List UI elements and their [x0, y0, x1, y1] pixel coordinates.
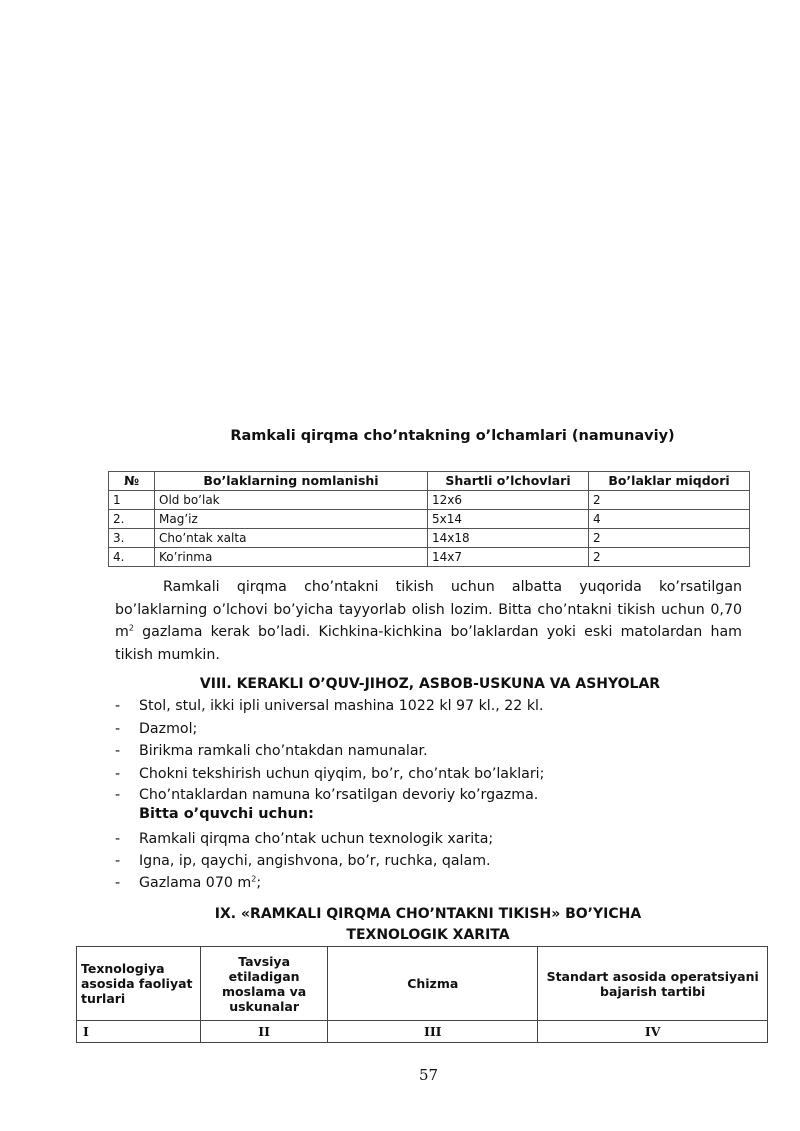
- table-cell: Ko’rinma: [155, 548, 428, 567]
- list-item-text: Dazmol;: [139, 721, 198, 737]
- list-item-text-part: Gazlama 070 m: [139, 875, 252, 891]
- table-cell: III: [328, 1021, 538, 1043]
- parts-table: [108, 471, 750, 567]
- bullet-dash: -: [115, 721, 121, 737]
- superscript: 2: [128, 623, 134, 633]
- body-paragraph: [115, 576, 742, 666]
- column-header: Tavsiya etiladigan moslama va uskunalar: [201, 947, 328, 1021]
- column-header: Shartli o’lchovlari: [428, 472, 589, 491]
- list-item-text-part: ;: [256, 875, 262, 891]
- table-cell: 2.: [109, 510, 155, 529]
- bullet-dash: -: [115, 743, 121, 759]
- table-cell: 12x6: [428, 491, 589, 510]
- section-heading-line: TEXNOLOGIK XARITA: [346, 927, 510, 943]
- superscript: 2: [251, 874, 257, 884]
- list-item-text: [139, 873, 261, 893]
- table-cell: 5x14: [428, 510, 589, 529]
- table-cell: 4.: [109, 548, 155, 567]
- table-cell: I: [77, 1021, 201, 1043]
- table-cell: II: [201, 1021, 328, 1043]
- list-item-text: Ramkali qirqma cho’ntak uchun texnologik xarita;: [139, 831, 494, 847]
- section-heading: VIII. KERAKLI O’QUV-JIHOZ, ASBOB-USKUNA VA ASHYOLAR: [199, 676, 661, 692]
- column-header: №: [109, 472, 155, 491]
- column-header: Texnologiya asosida faoliyat turlari: [77, 947, 201, 1021]
- column-header: Bo’laklar miqdori: [589, 472, 750, 491]
- list-item-text: Birikma ramkali cho’ntakdan namunalar.: [139, 743, 428, 759]
- bullet-dash: -: [115, 831, 121, 847]
- bullet-dash: -: [115, 766, 121, 782]
- table-row: [109, 491, 750, 510]
- table-cell: 3.: [109, 529, 155, 548]
- column-header: Standart asosida operatsiyani bajarish tartibi: [538, 947, 768, 1021]
- table-row: [109, 548, 750, 567]
- table-cell: IV: [538, 1021, 768, 1043]
- table-cell: Cho’ntak xalta: [155, 529, 428, 548]
- list-item-text: Stol, stul, ikki ipli universal mashina 1022 kl 97 kl., 22 kl.: [139, 698, 544, 714]
- list-item-text: Igna, ip, qaychi, angishvona, bo’r, ruchka, qalam.: [139, 853, 491, 869]
- table-header-row: [77, 947, 768, 1021]
- table-cell: 2: [589, 529, 750, 548]
- paragraph-text: gazlama kerak bo’ladi. Kichkina-kichkina bo’laklardan yoki eski matolardan ham tikish mumkin.: [115, 624, 742, 663]
- table-cell: 2: [589, 548, 750, 567]
- bullet-dash: -: [115, 875, 121, 891]
- section-heading-line: IX. «RAMKALI QIRQMA CHO’NTAKNI TIKISH» BO’YICHA: [214, 906, 642, 922]
- bullet-dash: -: [115, 698, 121, 714]
- table-row: [109, 529, 750, 548]
- table-title: Ramkali qirqma cho’ntakning o’lchamlari (namunaviy): [230, 428, 675, 444]
- list-item-text: Cho’ntaklardan namuna ko’rsatilgan devoriy ko’rgazma.: [139, 787, 539, 803]
- table-row: [77, 1021, 768, 1043]
- table-cell: Mag’iz: [155, 510, 428, 529]
- table-cell: 14x7: [428, 548, 589, 567]
- table-cell: 4: [589, 510, 750, 529]
- bullet-dash: -: [115, 787, 121, 803]
- section-heading: [0, 904, 800, 946]
- paragraph-text: Ramkali qirqma cho’ntakni tikish uchun albatta yuqorida ko’rsatilgan bo’laklarning o’lchovi bo’yicha tayyorlab olish lozim. Bitta cho’ntakni tikish uchun 0,70 m: [115, 579, 742, 640]
- table-cell: 1: [109, 491, 155, 510]
- bullet-dash: -: [115, 853, 121, 869]
- column-header: Chizma: [328, 947, 538, 1021]
- column-header: Bo’laklarning nomlanishi: [155, 472, 428, 491]
- list-item-text: Chokni tekshirish uchun qiyqim, bo’r, cho’ntak bo’laklari;: [139, 766, 545, 782]
- sub-heading: Bitta o’quvchi uchun:: [139, 806, 314, 822]
- table-row: [109, 510, 750, 529]
- table-cell: Old bo’lak: [155, 491, 428, 510]
- table-cell: 2: [589, 491, 750, 510]
- page-number: 57: [418, 1066, 439, 1084]
- table-cell: 14x18: [428, 529, 589, 548]
- tech-map-table: [76, 946, 768, 1043]
- table-header-row: [109, 472, 750, 491]
